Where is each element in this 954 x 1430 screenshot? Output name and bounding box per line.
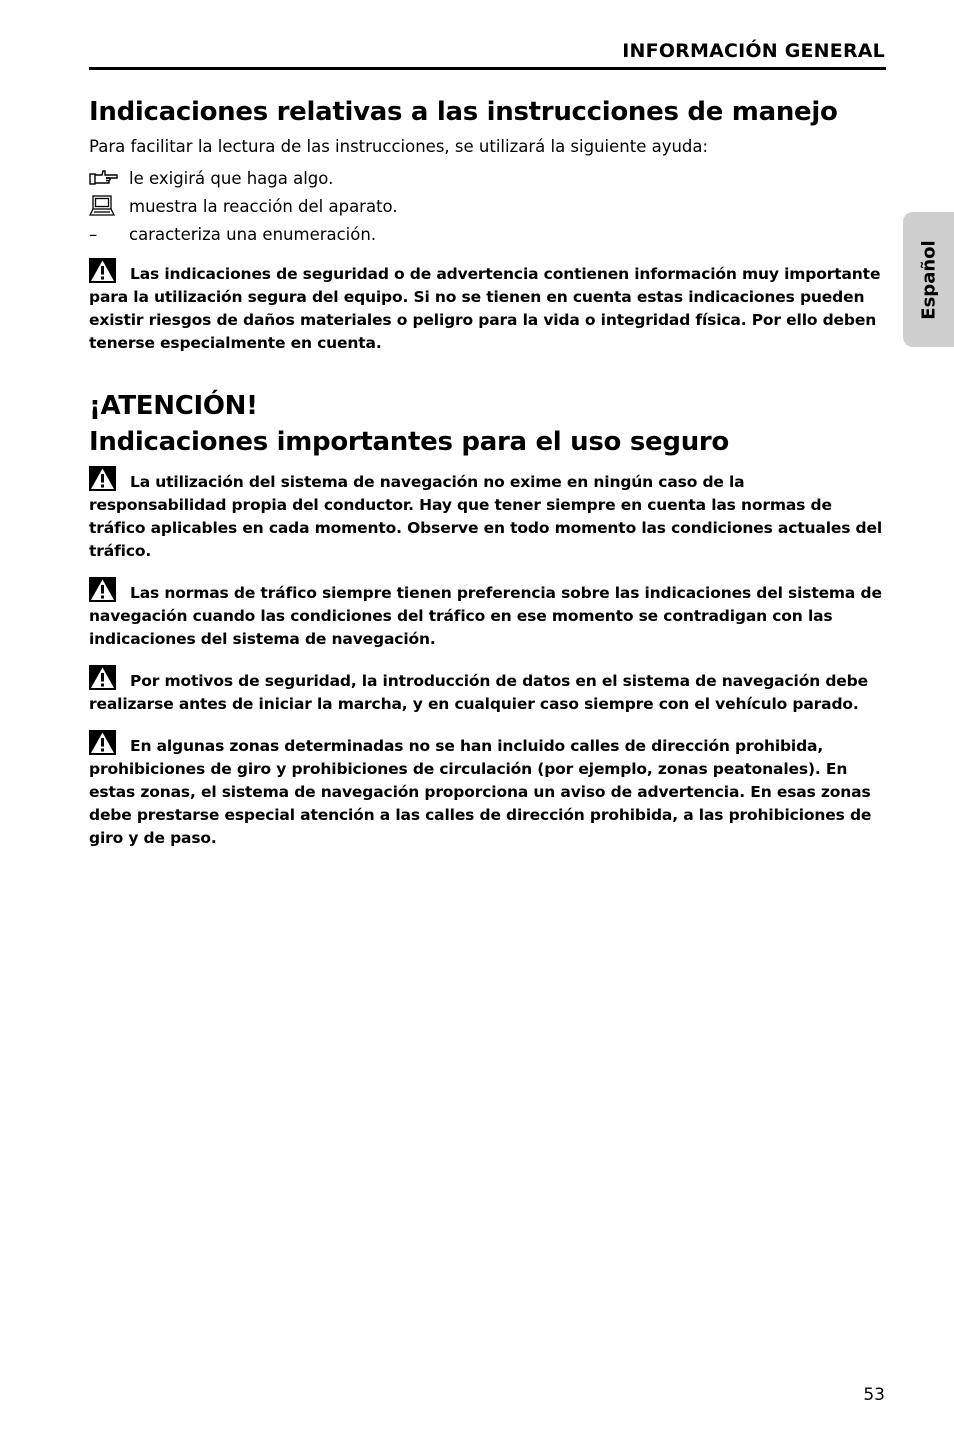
legend-item	[89, 164, 886, 192]
page-header-title: INFORMACIÓN GENERAL	[622, 40, 885, 62]
warning-text: Por motivos de seguridad, la introducción de datos en el sistema de navegación debe realizarse antes de iniciar la marcha, y en cualquier caso siempre con el vehículo parado.	[89, 672, 868, 713]
safety-warning	[89, 730, 886, 850]
section-heading-instructions: Indicaciones relativas a las instrucciones de manejo	[89, 97, 838, 127]
warning-text: La utilización del sistema de navegación no exime en ningún caso de la responsabilidad propia del conductor. Hay que tener siempre en cuenta las normas de tráfico aplicables en cada momento. Observe en todo momento las condiciones actuales del tráfico.	[89, 473, 883, 560]
warning-text: En algunas zonas determinadas no se han incluido calles de dirección prohibida, prohibiciones de giro y prohibiciones de circulación (por ejemplo, zonas peatonales). En estas zonas, el sistema de navegación proporciona un aviso de advertencia. En esas zonas debe prestarse especial atención a las calles de dirección prohibida, a las prohibiciones de giro y de paso.	[89, 737, 872, 847]
warning-icon	[89, 665, 116, 690]
legend-text: caracteriza una enumeración.	[129, 224, 377, 244]
dash-symbol: –	[89, 224, 98, 244]
warning-text: Las normas de tráfico siempre tienen preferencia sobre las indicaciones del sistema de navegación cuando las condiciones del tráfico en ese momento se contradigan con las indicaciones del sistema de navegación.	[89, 584, 882, 648]
legend-item	[89, 192, 886, 220]
safety-warning	[89, 577, 886, 651]
warning-icon	[89, 466, 116, 491]
attention-heading: ¡ATENCIÓN!	[89, 391, 258, 421]
pointing-hand-icon	[89, 169, 129, 187]
safety-warning	[89, 466, 886, 563]
warning-icon	[89, 258, 116, 283]
warning-text: Las indicaciones de seguridad o de advertencia contienen información muy importante para la utilización segura del equipo. Si no se tienen en cuenta estas indicaciones pueden existir riesgos de daños materiales o peligro para la vida o integridad física. Por ello deben tenerse especialmente en cuenta.	[89, 265, 881, 352]
page-content	[89, 94, 886, 850]
legend-item	[89, 220, 886, 248]
legend-text: muestra la reacción del aparato.	[129, 196, 398, 216]
safety-heading: Indicaciones importantes para el uso seguro	[89, 427, 729, 457]
computer-icon	[89, 195, 129, 217]
section-heading-safety	[89, 388, 886, 460]
language-tab	[903, 212, 954, 347]
safety-warning	[89, 665, 886, 716]
header-rule	[89, 67, 886, 70]
warning-icon	[89, 730, 116, 755]
legend-text: le exigirá que haga algo.	[129, 168, 334, 188]
language-tab-label: Español	[918, 239, 939, 320]
warning-icon	[89, 577, 116, 602]
safety-warning	[89, 258, 886, 355]
page-number: 53	[863, 1385, 885, 1405]
intro-text: Para facilitar la lectura de las instrucciones, se utilizará la siguiente ayuda:	[89, 137, 709, 156]
